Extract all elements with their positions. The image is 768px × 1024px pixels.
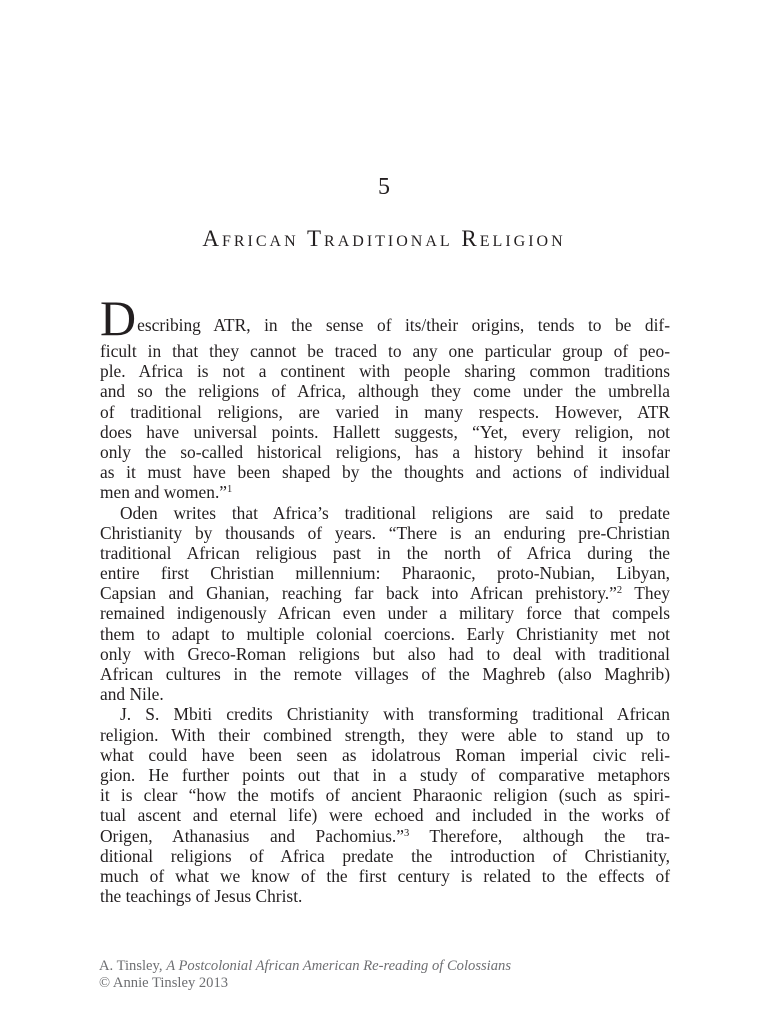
text-line-content: J. S. Mbiti credits Christianity with transforming traditional African: [120, 704, 670, 725]
text-line: [100, 462, 670, 482]
text-line: [100, 624, 670, 644]
text-line: [100, 846, 670, 866]
text-line: [100, 381, 670, 401]
text-line-content: and so the religions of Africa, although they come under the umbrella: [100, 381, 670, 402]
text-line-content: and Nile.: [100, 684, 164, 705]
footnote-marker: 1: [227, 484, 233, 496]
text-line: [100, 341, 670, 361]
text-line: [100, 563, 670, 583]
text-line-content: ficult in that they cannot be traced to any one particular group of peo-: [100, 341, 670, 361]
text-line-content: does have universal points. Hallett suggests, “Yet, every religion, not: [100, 421, 670, 442]
text-line: [100, 422, 670, 442]
text-line: [100, 402, 670, 422]
footer-copyright: © Annie Tinsley 2013: [99, 975, 229, 991]
text-line-content: traditional African religious past in the north of Africa during the: [100, 542, 670, 563]
text-line-content: Christianity by thousands of years. “There is an enduring pre-Christian: [100, 522, 670, 543]
text-line: [100, 886, 670, 906]
text-line-content: the teachings of Jesus Christ.: [100, 886, 303, 907]
text-line: [100, 503, 670, 523]
text-line: [100, 482, 670, 502]
chapter-title: African Traditional Religion: [202, 226, 566, 251]
text-line: [100, 725, 670, 745]
text-line: [100, 684, 670, 704]
text-line: [100, 866, 670, 886]
text-line-content: gion. He further points out that in a study of comparative metaphors: [100, 764, 670, 785]
text-line-content: ple. Africa is not a continent with people sharing common traditions: [100, 361, 670, 382]
footer-author: A. Tinsley,: [99, 958, 167, 974]
text-line-content: much of what we know of the first century is related to the effects of: [100, 865, 670, 886]
body-lines: [100, 341, 670, 906]
footnote-marker: 3: [403, 827, 410, 839]
page-footer: [99, 958, 511, 992]
text-line-content: only the so-called historical religions, has a history behind it insofar: [100, 441, 670, 462]
text-line-content: entire first Christian millennium: Pharaonic, proto-Nubian, Libyan,: [100, 563, 670, 584]
chapter-number: 5: [378, 174, 390, 200]
drop-cap: D: [100, 290, 137, 346]
text-line-content: it is clear “how the motifs of ancient Pharaonic religion (such as spiri-: [100, 785, 670, 806]
text-line-continuation: They: [622, 583, 671, 604]
text-line: [100, 805, 670, 825]
text-line-content: tual ascent and eternal life) were echoed and included in the works of: [100, 805, 670, 826]
chapter-body: [100, 290, 671, 907]
text-line-content: as it must have been shaped by the thoughts and actions of individual: [100, 462, 670, 483]
footnote-marker: 2: [616, 585, 623, 597]
footer-citation: [99, 958, 511, 975]
text-line: [100, 765, 670, 785]
text-line-content: only with Greco-Roman religions but also had to deal with traditional: [100, 643, 670, 664]
text-line-content: remained indigenously African even under a military force that compels: [100, 603, 670, 624]
text-line: [100, 644, 670, 664]
text-line-content: African cultures in the remote villages of the Maghreb (also Maghrib): [100, 664, 670, 684]
text-line-content: what could have been seen as idolatrous Roman imperial civic reli-: [100, 744, 670, 765]
footer-book-title: A Postcolonial African American Re-reading of Colossians: [166, 958, 512, 974]
text-line-content: Oden writes that Africa’s traditional religions are said to predate: [120, 502, 670, 523]
text-line: [100, 442, 670, 462]
text-line-content: ditional religions of Africa predate the introduction of Christianity,: [100, 845, 670, 866]
text-line: [100, 785, 670, 805]
text-line: [100, 361, 670, 381]
text-line: [100, 745, 670, 765]
first-line-text: escribing ATR, in the sense of its/their origins, tends to be dif-: [137, 315, 670, 335]
text-line: [100, 664, 670, 684]
text-line: [100, 603, 670, 623]
text-line-content: of traditional religions, are varied in many respects. However, ATR: [100, 401, 670, 422]
text-line-content: Capsian and Ghanian, reaching far back into African prehistory.”: [100, 583, 617, 604]
text-line-content: men and women.”: [100, 482, 228, 503]
text-line-content: them to adapt to multiple colonial coercions. Early Christianity met not: [100, 623, 670, 644]
text-line: [100, 543, 670, 563]
text-line: [100, 704, 670, 724]
text-line-content: Origen, Athanasius and Pachomius.”: [100, 825, 404, 846]
first-line: [100, 290, 670, 346]
text-line: [100, 583, 670, 603]
text-line: [100, 523, 670, 543]
text-line: [100, 826, 670, 846]
text-line-content: religion. With their combined strength, they were able to stand up to: [100, 724, 670, 745]
text-line-continuation: Therefore, although the tra-: [409, 825, 670, 846]
